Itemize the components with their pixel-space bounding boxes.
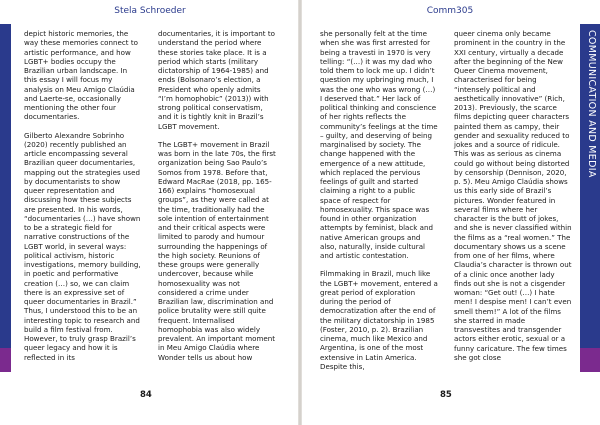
left-color-bar-accent	[0, 348, 11, 372]
right-color-bar-accent	[580, 348, 600, 372]
running-head-course: Comm305	[426, 6, 474, 16]
section-side-label: COMMUNICATION AND MEDIA	[586, 30, 597, 178]
paragraph: queer cinema only became prominent in the country in the XXI century, virtually a decade after the beginning of the New Queer Cinema movement, characterised for being “intensely political and aesthetically innovative” (Rich, 2013). Previously, the scarce films depicting queer characters painted them as campy, their gender and sexuality reduced to jokes and a source of ridicule. This was as serious as cinema could go without being distorted by censorship (Dennison, 2020, p. 5). Meu Amigo Claúdia shows us this early side of Brazil’s pictures. Wonder featured in several films where her character is the butt of jokes, and she is never classified within the films as a “real women.” The documentary shows us a scene from one of her films, where Claudia’s character is thrown out of a clinic once another lady finds out she is not a cisgender woman: “Get out! (…) I hate men! I despise men! I can’t even smell them!” A lot of the films she starred in made transvestites and transgender actors either erotic, sexual or a funny caricature. The few times she got close	[454, 29, 572, 362]
paragraph: The LGBT+ movement in Brazil was born in the late 70s, the first organization being Sao Paulo’s Somos from 1978. Before that, Edward MacRae (2018, pp. 165-166) explains “homosexual groups”, as they were called at the time, traditionally had the sole intention of entertainment and their critical aspects were limited to parody and humour surrounding the happenings of the high society. Reunions of these groups were generally undercover, because while homosexuality was not considered a crime under Brazilian law, discrimination and police brutality were still quite frequent. Internalised homophobia was also widely prevalent. An important moment in Meu Amigo Claúdia where Wonder tells us about how	[158, 139, 276, 362]
text-column-1	[24, 29, 142, 371]
page-number-left: 84	[140, 390, 152, 400]
paragraph: depict historic memories, the way these memories connect to artistic performance, and how LGBT+ bodies occupy the Brazilian urban landscape. In this essay I will focus my analysis on Meu Amigo Claúdia and Laerte-se, occasionally mentioning the other four documentaries.	[24, 29, 138, 122]
text-column-2	[158, 29, 276, 371]
page-number-right: 85	[440, 390, 452, 400]
paragraph: she personally felt at the time when she was first arrested for being a travesti in 1970 is very telling: “(…) it was my dad who told them to lock me up. I didn’t question my upbringing much, I was the one who was wrong (…) I deserved that.” Her lack of political thinking and conscience of her rights reflects the community’s feelings at the time – guilty, and deserving of being marginalised by society. The change happened with the emergence of a new attitude, which replaced the pervious feelings of guilt and started claiming a right to a public space of respect for homosexuality. This space was found in other organization attempts by feminist, black and native American groups and also, naturally, inside cultural and artistic contestation.	[320, 29, 438, 260]
paragraph: Gilberto Alexandre Sobrinho (2020) recently published an article encompassing several Brazilian queer documentaries, mapping out the strategies used by documentarists to show queer representation and discussing how these subjects are presented. In his words, “documentaries (…) have shown to be a strategic field for narrative constructions of the LGBT world, in several ways: political activism, historic investigations, memory building, in poetic and performative creation (…) so, we can claim there is an expressive set of queer documentaries in Brazil.” Thus, I understood this to be an interesting topic to research and build a film festival from. However, to truly grasp Brazil’s queer legacy and how it is reflected in its	[24, 130, 141, 362]
book-gutter	[298, 0, 302, 425]
running-head-author: Stela Schroeder	[114, 6, 186, 16]
text-column-4	[454, 29, 572, 371]
right-color-bar	[580, 24, 600, 372]
paragraph: Filmmaking in Brazil, much like the LGBT+ movement, entered a great period of exploration during the period of democratization after the end of the military dictatorship in 1985 (Foster, 2010, p. 2). Brazilian cinema, much like Mexico and Argentina, is one of the most extensive in Latin America. Despite this,	[320, 269, 438, 371]
text-column-3	[320, 29, 438, 380]
paragraph: documentaries, it is important to understand the period where these stories take place. It is a period which starts (military dictatorship of 1964-1985) and ends (Bolsonaro’s election, a President who openly admits “I’m homophobic” (2013)) with strong political conservatism, and it is tightly knit in Brazil’s LGBT movement.	[158, 29, 275, 131]
left-color-bar	[0, 24, 11, 372]
